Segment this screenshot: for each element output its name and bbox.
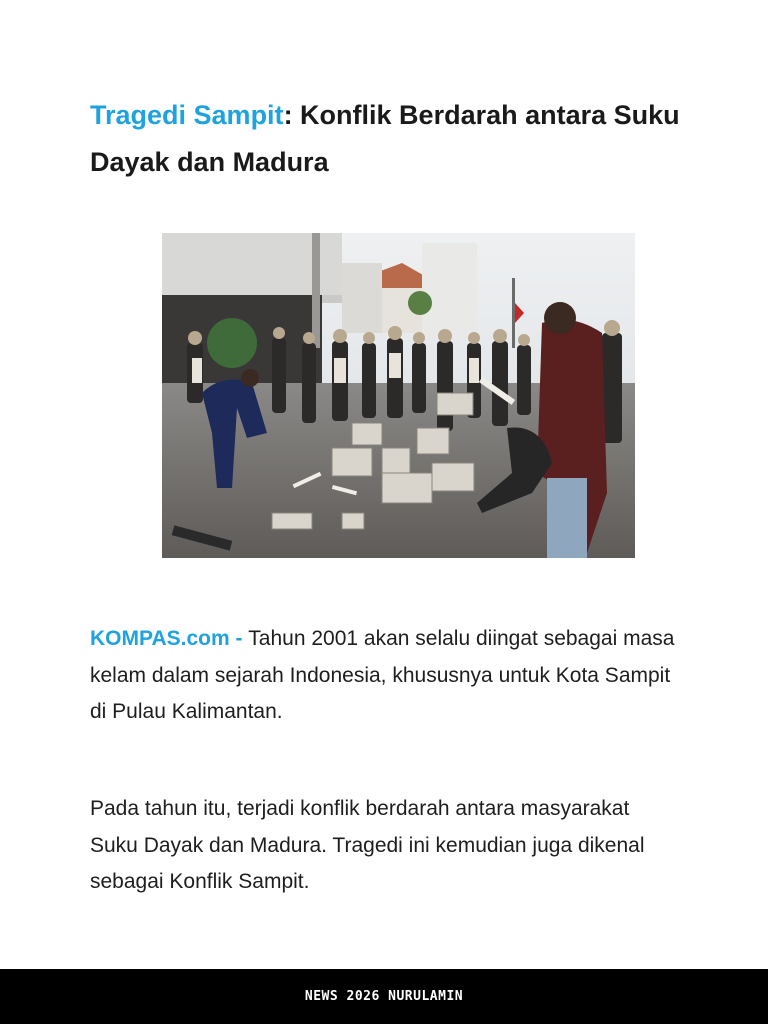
- footer-bar: [0, 969, 768, 1024]
- paragraph-1-text: Tahun 2001 akan selalu diingat sebagai masa kelam dalam sejarah Indonesia, khususnya untuk Kota Sampit di Pulau Kalimantan.: [90, 627, 675, 723]
- footer-text: NEWS 2026 NURULAMIN: [304, 989, 464, 1004]
- article-photo: [162, 233, 635, 558]
- article-paragraph-2: Pada tahun itu, terjadi konflik berdarah antara masyarakat Suku Dayak dan Madura. Tragedi ini kemudian juga dikenal sebagai Konflik Sampit.: [90, 797, 645, 893]
- source-label: KOMPAS.com -: [90, 627, 249, 650]
- title-rest: : Konflik Berdarah antara Suku Dayak dan Madura: [90, 100, 680, 177]
- title-highlight: Tragedi Sampit: [90, 100, 284, 130]
- article-title: [90, 92, 690, 186]
- article-paragraph-1: [90, 621, 680, 731]
- street-riot-photo-icon: [162, 233, 635, 558]
